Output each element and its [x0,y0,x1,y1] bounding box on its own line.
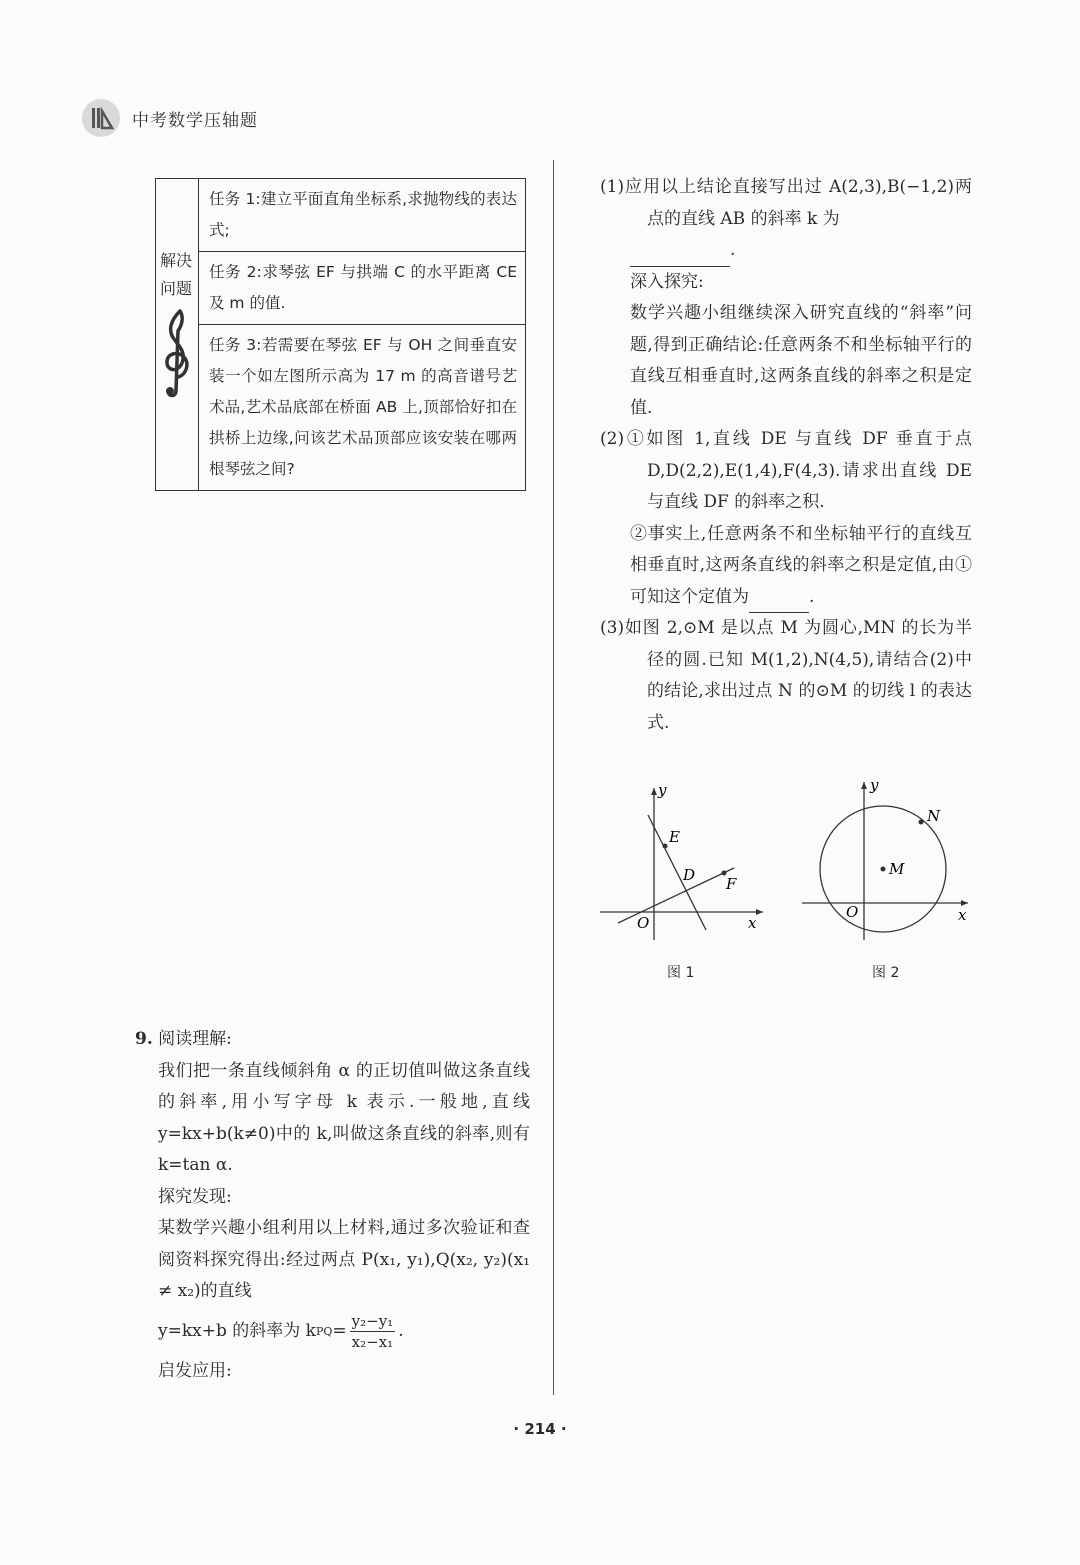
treble-clef-icon [160,307,194,399]
point-n [919,820,924,825]
page-header [82,98,258,138]
part-2-a: ①如图 1,直线 DE 与直线 DF 垂直于点 D,D(2,2),E(1,4),F(4,3).请求出直线 DE 与直线 DF 的斜率之积. [624,429,972,512]
intro-text: 我们把一条直线倾斜角 α 的正切值叫做这条直线的斜率,用小写字母 k 表示.一般地,直线 y=kx+b(k≠0)中的 k,叫做这条直线的斜率,则有 k=tan α. [158,1060,530,1175]
fig1-d-label: D [683,866,696,884]
point-e [663,844,668,849]
part-2-b-wrap [600,519,972,614]
fig2-y-arrow [861,782,867,789]
part-1-answer [600,235,972,267]
figure-2-caption: 图 2 [872,965,900,981]
apply-title: 启发应用: [158,1360,232,1381]
part-3 [600,613,972,739]
task-1: 任务 1:建立平面直角坐标系,求抛物线的表达式; [199,179,526,252]
part-2 [600,424,972,519]
part-2-label: (2) [600,429,625,449]
side-cell [156,179,199,491]
question-number: 9. [135,1029,153,1049]
point-m [881,867,886,872]
reading-title: 阅读理解: [158,1029,232,1049]
fig1-f-label: F [726,875,737,893]
right-column [600,172,972,739]
question-9 [135,1024,530,1387]
fig1-y-arrow [651,788,657,795]
part-3-text: 如图 2,⊙M 是以点 M 为圆心,MN 的长为半径的圆.已知 M(1,2),N(4,5),请结合(2)中的结论,求出过点 N 的⊙M 的切线 l 的表达式. [624,618,972,733]
fig1-x-arrow [756,909,763,915]
part-2-b: ②事实上,任意两条不和坐标轴平行的直线互相垂直时,这两条直线的斜率之积是定值,由①可知这个定值为 [630,523,972,607]
explore-title: 探究发现: [158,1186,232,1207]
page-number: · 214 · [513,1420,567,1438]
deep-text: 数学兴趣小组继续深入研究直线的“斜率”问题,得到正确结论:任意两条不和坐标轴平行的直线互相垂直时,这两条直线的斜率之积是定值. [630,303,972,418]
fig2-n-label: N [927,807,941,825]
side-label-line1: 解决 [159,251,192,270]
part-1 [600,172,972,235]
task-table [155,178,526,491]
fig2-origin-label: O [846,903,859,921]
figure-2 [800,778,976,943]
part-1-end: . [730,240,736,260]
task-3: 任务 3:若需要在琴弦 EF 与 OH 之间垂直安装一个如左图所示高为 17 m 的高音谱号艺术品,艺术品底部在桥面 AB 上,顶部恰好扣在拱桥上边缘,问该艺术品顶部应该安装在哪两根琴弦之间? [199,325,526,491]
explore-text: 某数学兴趣小组利用以上材料,通过多次验证和查阅资料探究得出:经过两点 P(x₁, y₁),Q(x₂, y₂)(x₁ ≠ x₂)的直线 [158,1218,530,1301]
line-df [618,868,734,923]
slope-formula [135,1308,530,1356]
part-1-text: 应用以上结论直接写出过 A(2,3),B(−1,2)两点的直线 AB 的斜率 k 为 [624,177,972,229]
fig1-e-label: E [669,828,680,846]
part-3-label: (3) [600,618,625,638]
fig2-y-label: y [870,778,879,794]
answer-blank-1[interactable] [630,246,730,267]
column-divider [553,160,554,1395]
fig1-x-label: x [748,914,757,932]
fraction-numerator: y₂−y₁ [351,1312,394,1330]
formula-prefix: y=kx+b 的斜率为 k [158,1320,316,1341]
fig1-origin-label: O [637,914,650,932]
fig1-y-label: y [658,785,667,799]
figure-1-caption: 图 1 [667,965,695,981]
formula-eq: = [332,1320,347,1341]
figure-1 [598,785,770,945]
fig2-x-label: x [958,906,967,924]
fraction-denominator: x₂−x₁ [351,1333,394,1351]
part-2-end: . [809,586,815,607]
side-label [156,247,196,303]
formula-end: . [398,1320,404,1341]
deep-title: 深入探究: [630,271,704,292]
book-logo-icon [82,99,120,137]
fig2-m-label: M [889,860,905,878]
part-1-label: (1) [600,177,625,197]
formula-fraction [350,1311,396,1352]
answer-blank-2[interactable] [749,592,809,613]
task-2: 任务 2:求琴弦 EF 与拱端 C 的水平距离 CE 及 m 的值. [199,252,526,325]
side-label-line2: 问题 [159,279,192,298]
formula-sub: PQ [315,1324,333,1338]
book-title: 中考数学压轴题 [132,110,258,131]
